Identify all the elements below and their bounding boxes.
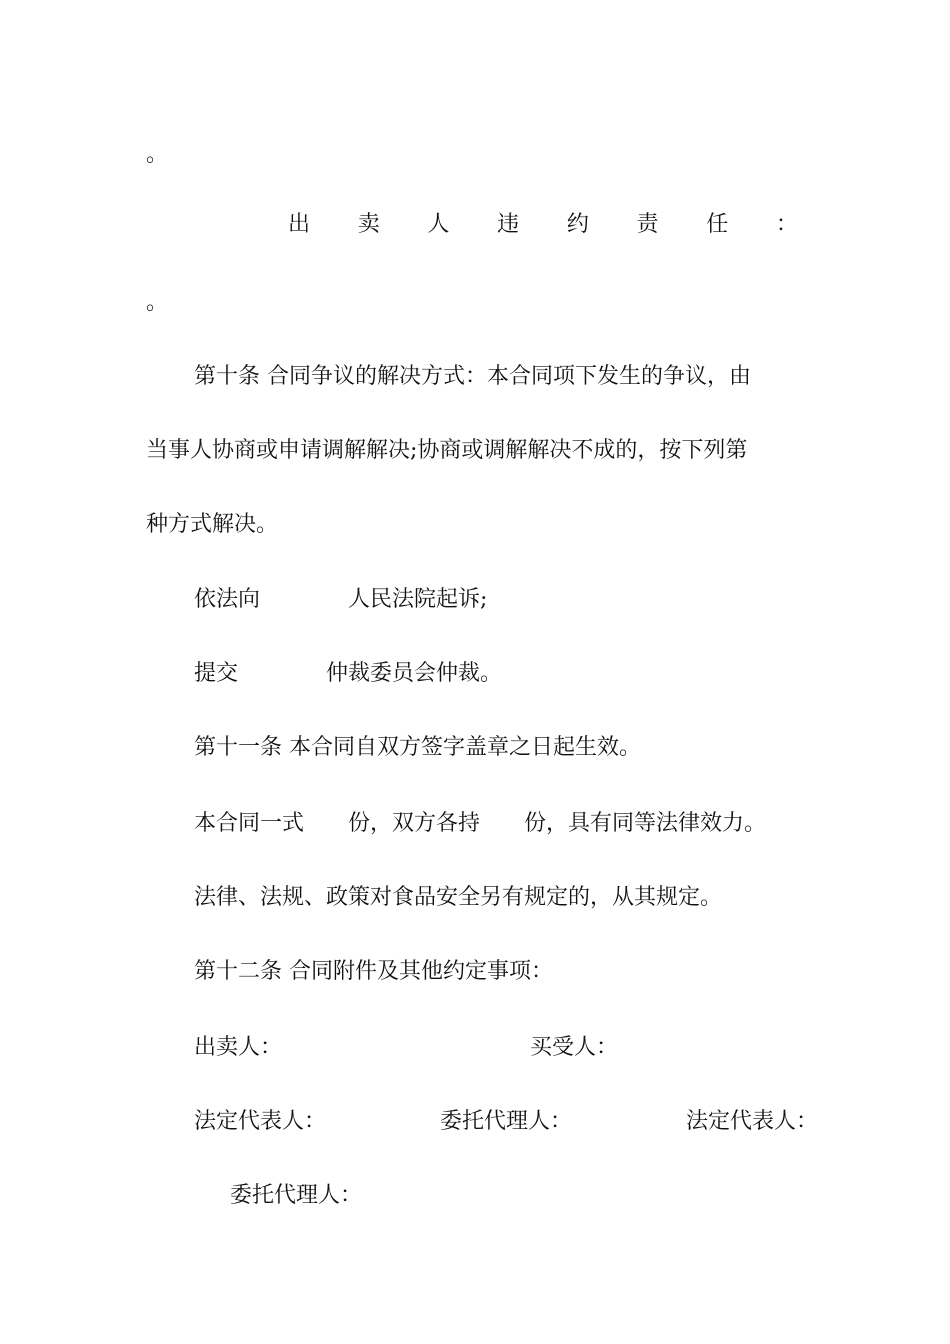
buyer-label: 买受人： [530,1035,619,1060]
heading-char: 出 [288,212,311,237]
heading-char: 人 [427,212,450,237]
heading-char: 约 [566,212,589,237]
heading-char: 卖 [357,212,380,237]
arbitration-option: 提交 仲裁委员会仲裁。 [194,661,503,686]
seller-label: 出卖人： [194,1035,283,1060]
article-10-line-2: 当事人协商或申请调解解决;协商或调解解决不成的，按下列第 [146,438,748,463]
copies-clause: 本合同一式 份，双方各持 份，具有同等法律效力。 [194,811,767,836]
punctuation-line: 。 [146,290,169,315]
article-10-line-1: 第十条 合同争议的解决方式：本合同项下发生的争议，由 [194,364,751,389]
heading-char: 违 [497,212,520,237]
heading-char: 任 [706,212,729,237]
seller-agent-label: 委托代理人： [440,1109,573,1134]
heading-char: ： [775,212,798,237]
seller-breach-heading [288,210,798,240]
heading-char: 责 [636,212,659,237]
buyer-agent-label: 委托代理人： [230,1183,363,1208]
seller-legal-rep-label: 法定代表人： [194,1109,327,1134]
article-12: 第十二条 合同附件及其他约定事项： [194,959,553,984]
article-10-line-3: 种方式解决。 [146,512,279,537]
buyer-legal-rep-label: 法定代表人： [686,1109,819,1134]
article-11: 第十一条 本合同自双方签字盖章之日起生效。 [194,735,641,760]
punctuation-line: 。 [146,142,169,167]
food-safety-clause: 法律、法规、政策对食品安全另有规定的，从其规定。 [194,885,723,910]
lawsuit-option: 依法向 人民法院起诉; [194,587,488,612]
